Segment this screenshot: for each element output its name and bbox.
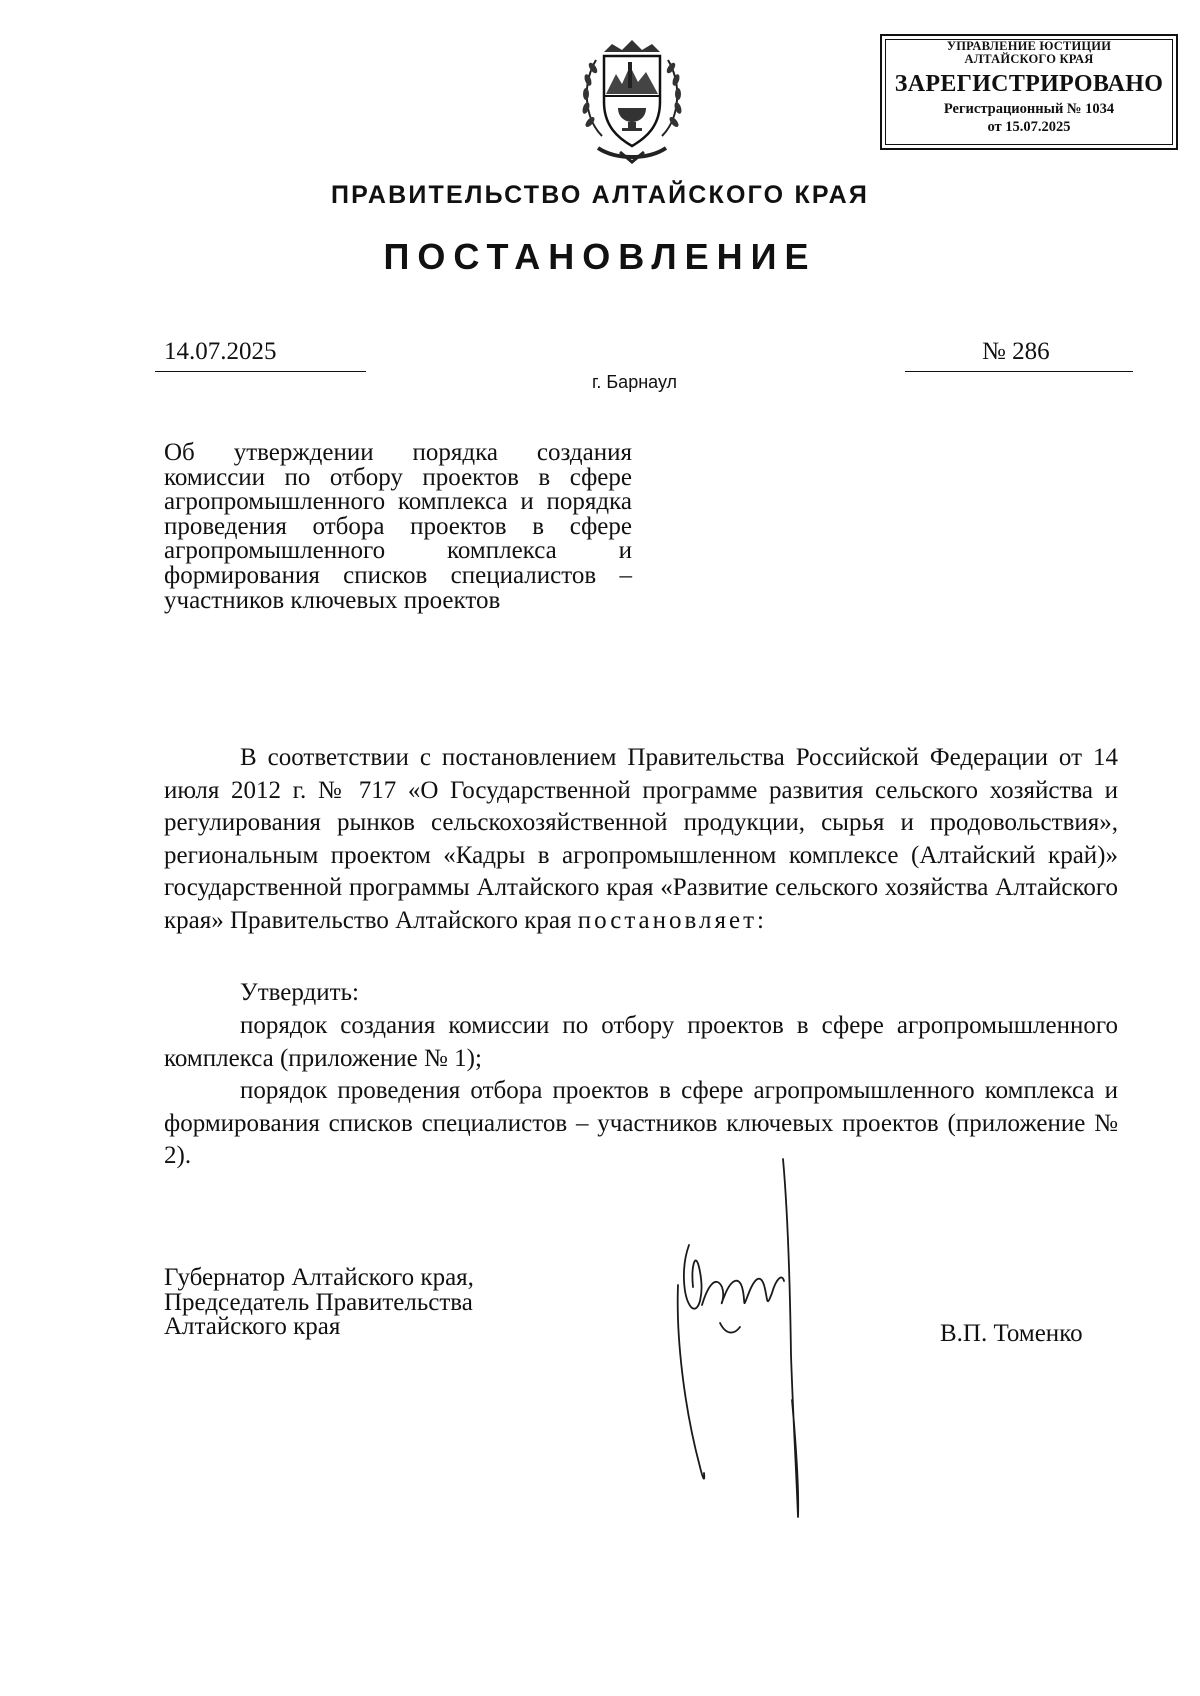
- paragraph-intro: [164, 742, 1118, 938]
- signer-position-line1: Губернатор Алтайского края,: [164, 1264, 474, 1291]
- document-date: 14.07.2025: [164, 338, 277, 365]
- registration-stamp: [880, 34, 1178, 150]
- signer-name: В.П. Томенко: [940, 1320, 1083, 1347]
- coat-of-arms-icon: [576, 38, 688, 166]
- stamp-registration-date: от 15.07.2025: [987, 119, 1071, 135]
- document-city: г. Барнаул: [592, 372, 678, 392]
- stamp-status: ЗАРЕГИСТРИРОВАНО: [894, 71, 1164, 97]
- paragraph-intro-text: В соответствии с постановлением Правительства Российской Федерации от 14 июля 2012 г. № 717 «О Государственной программе развития сельского хозяйства и регулирования рынков сельскохозяйственной продукции, сырья и продовольствия», региональным проектом «Кадры в агропромышленном комплексе (Алтайский край)» государственной программы Алтайского края «Развитие сельского хозяйства Алтайского края» Правительство Алтайского края: [164, 744, 1118, 934]
- document-subject: Об утверждении порядка создания комиссии по отбору проектов в сфере агропромышленного комплекса и порядка проведения отбора проектов в сфере агропромышленного комплекса и формирования списков специалистов – участников ключевых проектов: [164, 439, 632, 614]
- paragraph-item-2: порядок проведения отбора проектов в сфере агропромышленного комплекса и формирования списков специалистов – участников ключевых проектов (приложение № 2).: [164, 1077, 1118, 1170]
- signer-position-line3: Алтайского края: [164, 1313, 341, 1341]
- signer-position: [164, 1266, 564, 1340]
- number-underline: [905, 371, 1133, 372]
- paragraph-item-1: порядок создания комиссии по отбору проектов в сфере агропромышленного комплекса (приложение № 1);: [164, 1012, 1118, 1072]
- signer-position-line2: Председатель Правительства: [164, 1288, 473, 1316]
- government-title: ПРАВИТЕЛЬСТВО АЛТАЙСКОГО КРАЯ: [330, 181, 870, 209]
- paragraph-approve: Утвердить:: [240, 979, 359, 1006]
- stamp-registration-number: Регистрационный № 1034: [943, 101, 1115, 117]
- stamp-organization-line2: АЛТАЙСКОГО КРАЯ: [964, 52, 1094, 66]
- date-underline: [155, 371, 366, 372]
- document-number: № 286: [982, 338, 1050, 365]
- document-type: ПОСТАНОВЛЕНИЕ: [383, 236, 817, 277]
- stamp-organization-line1: УПРАВЛЕНИЕ ЮСТИЦИИ: [946, 39, 1112, 53]
- handwritten-signature-icon: [672, 1155, 842, 1525]
- decree-word: постановляет:: [577, 906, 767, 934]
